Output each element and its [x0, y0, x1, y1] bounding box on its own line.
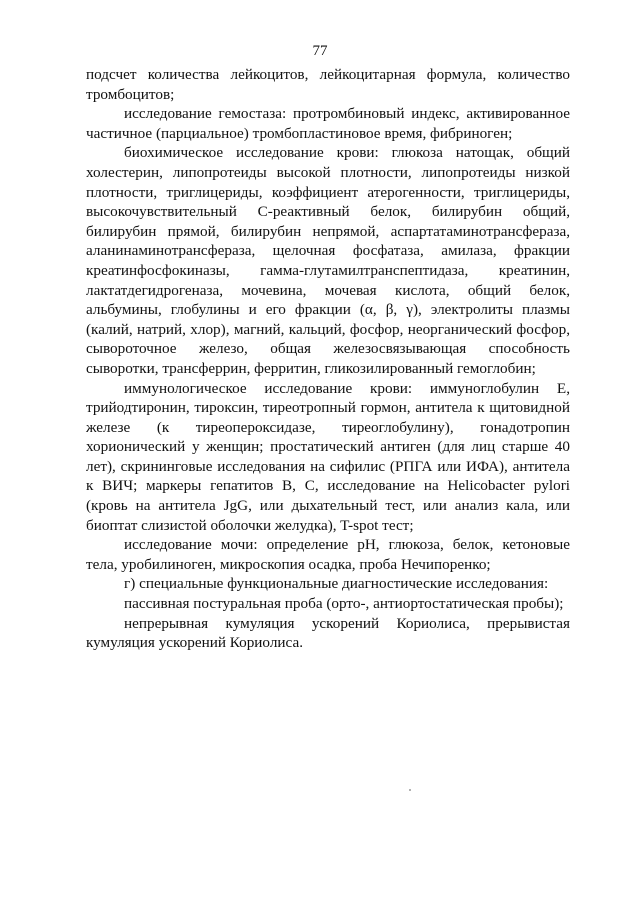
scan-speck [409, 789, 411, 791]
paragraph-blood-count: подсчет количества лейкоцитов, лейкоцитарная формула, количество тромбоцитов; [86, 66, 570, 103]
document-body [86, 65, 570, 653]
paragraph-immunology: иммунологическое исследование крови: иммуноглобулин Е, трийодтиронин, тироксин, тиреотропный гормон, антитела к щитовидной железе (к тиреопероксидазе, тиреоглобулину), гонадотропин хорионический у женщин; простатический антиген (для лиц старше 40 лет), скрининговые исследования на сифилис (РПГА или ИФА), антитела к ВИЧ; маркеры гепатитов В, С, исследование на Helicobacter pylori (кровь на антитела JgG, или дыхательный тест, или анализ кала, или биоптат слизистой оболочки желудка), T-spot тест; [86, 379, 570, 534]
paragraph-postural-test: пассивная постуральная проба (орто-, антиортостатическая пробы); [124, 595, 564, 613]
paragraph-hemostasis: исследование гемостаза: протромбиновый индекс, активированное частичное (парциальное) тромбопластиновое время, фибриноген; [86, 105, 570, 142]
paragraph-functional-diagnostics-heading: г) специальные функциональные диагностические исследования: [124, 575, 549, 593]
paragraph-biochemistry: биохимическое исследование крови: глюкоза натощак, общий холестерин, липопротеиды высокой плотности, липопротеиды низкой плотности, триглицериды, коэффициент атерогенности, триглицериды, высокочувствительный С-реактивный белок, билирубин общий, билирубин прямой, билирубин непрямой, аспартатаминотрансфераза, аланинаминотрансфераза, щелочная фосфатаза, амилаза, фракции креатинфосфокиназы, гамма-глутамилтранспептидаза, креатинин, лактатдегидрогеназа, мочевина, мочевая кислота, общий белок, альбумины, глобулины и его фракции (α, β, γ), электролиты плазмы (калий, натрий, хлор), магний, кальций, фосфор, неорганический фосфор, сывороточное железо, общая железосвязывающая способность сыворотки, трансферрин, ферритин, гликозилированный гемоглобин; [86, 144, 570, 377]
paragraph-coriolis-test: непрерывная кумуляция ускорений Кориолиса, прерывистая кумуляция ускорений Кориолиса. [86, 614, 570, 652]
page-number: 77 [312, 43, 328, 59]
paragraph-urine-test: исследование мочи: определение pH, глюкоза, белок, кетоновые тела, уробилиноген, микроскопия осадка, проба Нечипоренко; [86, 536, 570, 573]
